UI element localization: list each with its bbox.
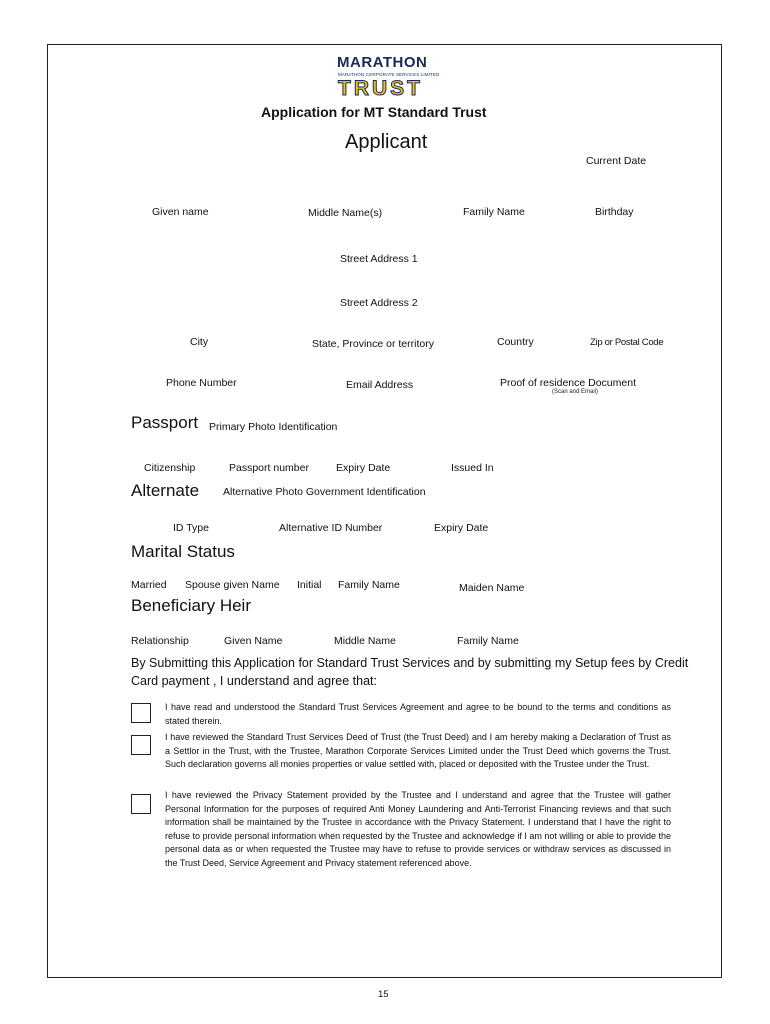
proof-note: (Scan and Email) [552, 389, 599, 395]
initial-label: Initial [297, 579, 322, 591]
agreement-clause-2: I have reviewed the Standard Trust Services Deed of Trust (the Trust Deed) and I am hereby making a Declaration of Trust as a Settlor in the Trust, with the Trustee, Marathon Corporate Services Limited under the Trust Deed which governs the Trust. Such declaration governs all monies properties or value settled with, placed or deposited with the Trustee under the Trust. [165, 732, 671, 769]
marital-heading: Marital Status [131, 542, 235, 561]
marital-family-label: Family Name [338, 579, 400, 591]
section-applicant: Applicant [345, 131, 428, 153]
maiden-name-label: Maiden Name [459, 582, 525, 594]
street1-label: Street Address 1 [340, 253, 418, 265]
agreement-clause-1: I have read and understood the Standard Trust Services Agreement and agree to be bound to the terms and conditions as stated therein. [165, 702, 671, 726]
passport-number-label: Passport number [229, 462, 309, 474]
form-title: Application for MT Standard Trust [261, 104, 487, 120]
beneficiary-given-label: Given Name [224, 635, 283, 647]
zip-label: Zip or Postal Code [590, 337, 664, 348]
page-number: 15 [378, 989, 389, 1000]
alt-id-number-label: Alternative ID Number [279, 522, 383, 534]
married-label: Married [131, 579, 167, 591]
beneficiary-family-label: Family Name [457, 635, 519, 647]
beneficiary-heading: Beneficiary Heir [131, 596, 251, 615]
passport-heading: Passport [131, 413, 199, 432]
state-label: State, Province or territory [312, 338, 434, 350]
street2-label: Street Address 2 [340, 297, 418, 309]
phone-label: Phone Number [166, 377, 237, 389]
alternate-subheading: Alternative Photo Government Identification [223, 486, 426, 498]
birthday-label: Birthday [595, 206, 634, 218]
relationship-label: Relationship [131, 635, 189, 647]
country-label: Country [497, 336, 534, 348]
issued-in-label: Issued In [451, 462, 494, 474]
agreement-statement: By Submitting this Application for Standard Trust Services and by submitting my Setup fees by Credit Card payment , I understand and agree that: [131, 656, 689, 688]
email-label: Email Address [346, 379, 414, 391]
middle-names-label: Middle Name(s) [308, 207, 383, 219]
proof-label: Proof of residence Document [500, 377, 636, 389]
logo-subtitle: MARATHON CORPORATE SERVICES LIMITED [338, 72, 440, 77]
city-label: City [190, 336, 209, 348]
agreement-clause-3: I have reviewed the Privacy Statement provided by the Trustee and I understand and agree that the Trustee will gather Personal Information for the purposes of required Anti Money Laundering and Anti-Terrorist Financing reviews and that such information shall be maintained by the Trustee in accordance with the Privacy Statement. I understand that I have the right to refuse to provide personal information when requested by the Trustee and acknowledge if I am not willing or able to provide the personal data as or when requested the Trustee may have to refuse to provide services or withdraw services as discussed in the Trust Deed, Service Agreement and Privacy statement referenced above. [165, 790, 671, 868]
beneficiary-middle-label: Middle Name [334, 635, 396, 647]
passport-subheading: Primary Photo Identification [209, 421, 338, 433]
logo-trust: TRUST [338, 77, 423, 100]
alt-expiry-label: Expiry Date [434, 522, 489, 534]
alternate-heading: Alternate [131, 481, 200, 500]
citizenship-label: Citizenship [144, 462, 196, 474]
given-name-label: Given name [152, 206, 209, 218]
agreement-checkbox-2[interactable] [131, 735, 151, 755]
spouse-given-label: Spouse given Name [185, 579, 280, 591]
agreement-checkbox-3[interactable] [131, 794, 151, 814]
id-type-label: ID Type [173, 522, 209, 534]
agreement-checkbox-1[interactable] [131, 703, 151, 723]
current-date-label: Current Date [586, 155, 647, 167]
logo-marathon: MARATHON [337, 54, 428, 71]
passport-expiry-label: Expiry Date [336, 462, 391, 474]
family-name-label: Family Name [463, 206, 525, 218]
